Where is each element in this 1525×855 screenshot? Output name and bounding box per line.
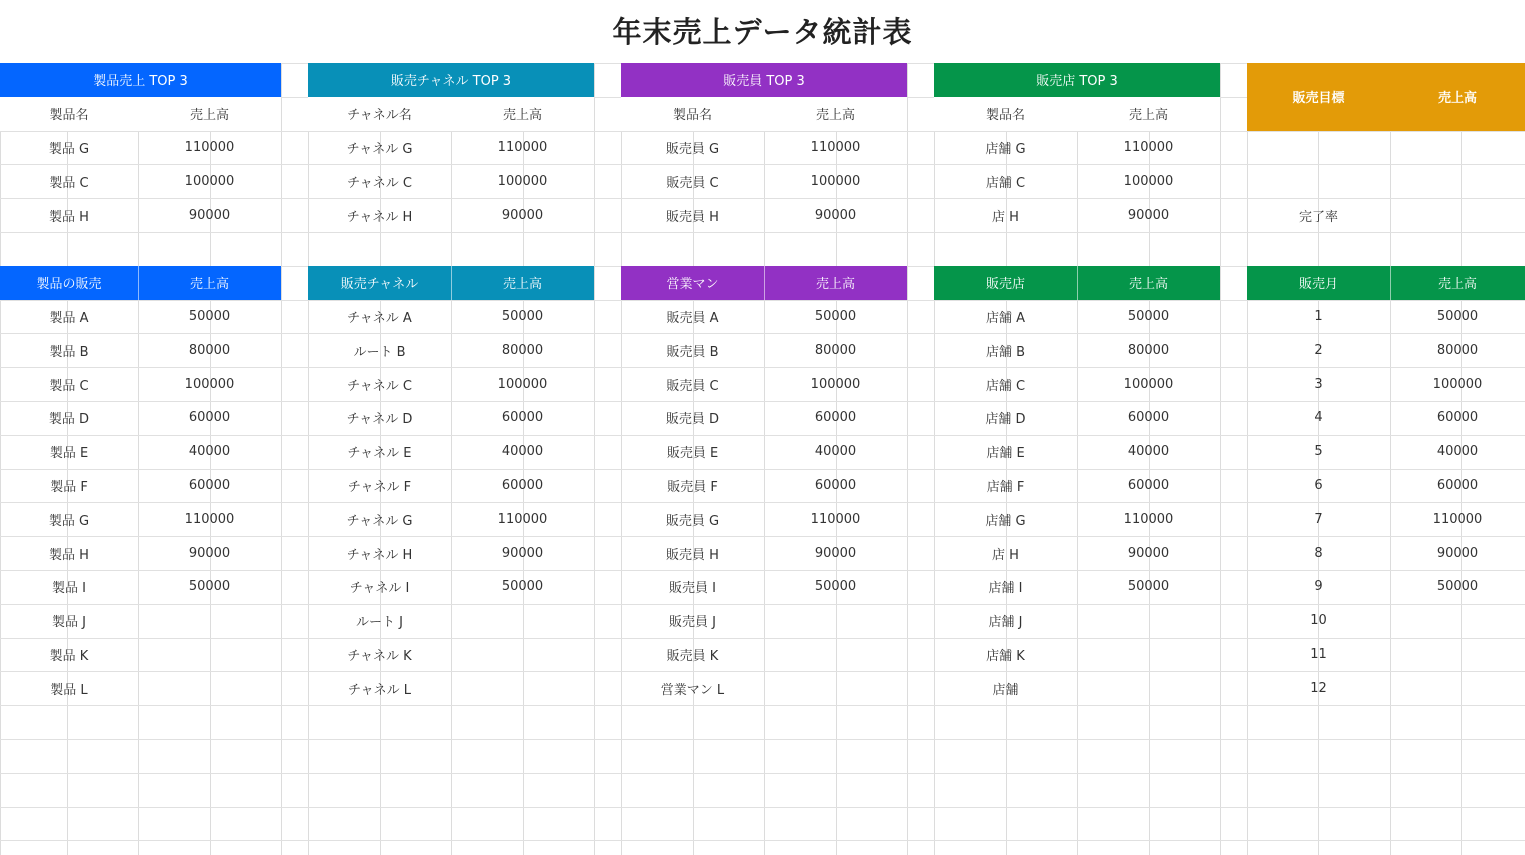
table-cell[interactable]: 販売員 E [666,446,719,462]
table-cell[interactable] [764,638,907,672]
table-cell[interactable]: 製品 H [49,209,89,225]
detail-header[interactable]: 売上高 [1077,266,1220,300]
table-cell[interactable]: 製品 C [49,378,89,394]
table-cell[interactable]: 50000 [814,308,857,324]
table-cell[interactable]: 50000 [501,308,544,324]
table-cell[interactable]: 製品 I [52,581,86,597]
table-cell[interactable]: 8 [1314,545,1323,561]
page-title: 年末売上データ統計表 [612,15,913,49]
table-cell[interactable]: 販売員 G [665,141,720,157]
table-cell[interactable]: 60000 [188,477,231,493]
table-cell[interactable]: 店舗 G [985,513,1026,529]
table-cell[interactable]: 50000 [1436,308,1479,324]
top3-header[interactable]: 製品売上 TOP 3 [0,63,281,97]
column-header[interactable]: 製品名 [621,97,764,131]
table-cell[interactable]: 5 [1314,444,1323,460]
table-cell[interactable]: チャネル L [348,682,411,698]
table-cell[interactable]: 販売員 J [669,615,716,631]
table-cell[interactable]: 1 [1314,308,1323,324]
table-cell[interactable]: 店 H [992,547,1019,563]
table-cell[interactable]: 店舗 B [985,344,1026,360]
table-cell[interactable]: 店舗 [992,682,1019,698]
column-header[interactable]: 売上高 [764,97,907,131]
table-cell[interactable]: 110000 [1123,511,1174,527]
table-cell[interactable]: 40000 [1436,444,1479,460]
completion-rate-label[interactable]: 完了率 [1298,209,1338,225]
table-cell[interactable]: 100000 [810,376,861,392]
table-cell[interactable]: 店 H [992,209,1019,225]
table-cell[interactable] [138,638,281,672]
detail-header[interactable]: 営業マン [621,266,764,300]
column-header[interactable]: 売上高 [451,97,594,131]
table-cell[interactable]: 製品 L [50,682,88,698]
table-cell[interactable]: 販売員 K [666,648,719,664]
table-cell[interactable]: チャネル C [347,175,412,191]
detail-header[interactable]: 販売月 [1247,266,1390,300]
grid-line-horizontal [0,773,1525,774]
table-cell[interactable]: 80000 [814,342,857,358]
header-separator [1390,266,1391,300]
table-cell[interactable]: 9 [1314,579,1323,595]
detail-header[interactable]: 製品の販売 [0,266,138,300]
table-cell[interactable]: 90000 [501,545,544,561]
column-header[interactable]: 製品名 [0,97,138,131]
table-cell[interactable]: 11 [1310,646,1327,662]
sales-amount-header[interactable]: 売上高 [1390,63,1525,131]
top3-header[interactable]: 販売チャネル TOP 3 [308,63,594,97]
table-cell[interactable]: 製品 D [48,412,90,428]
table-cell[interactable]: 店舗 J [988,615,1023,631]
table-cell[interactable] [764,604,907,638]
table-cell[interactable]: 店舗 C [985,175,1026,191]
header-separator [451,266,452,300]
table-cell[interactable]: 90000 [1127,545,1170,561]
detail-header[interactable]: 販売チャネル [308,266,451,300]
table-cell[interactable]: 90000 [1127,207,1170,223]
column-header[interactable]: チャネル名 [308,97,451,131]
grid-line-horizontal [0,840,1525,841]
table-cell[interactable]: 店舗 D [985,412,1026,428]
table-cell[interactable]: 110000 [497,139,548,155]
table-cell[interactable]: 50000 [501,579,544,595]
table-cell[interactable]: 販売員 F [667,479,718,495]
table-cell[interactable]: チャネル C [347,378,412,394]
grid-line-vertical [1220,63,1221,855]
table-cell[interactable]: 100000 [1432,376,1483,392]
table-cell[interactable]: 60000 [814,410,857,426]
table-cell[interactable]: 製品 F [50,479,88,495]
table-cell[interactable]: 90000 [501,207,544,223]
table-cell[interactable] [1077,671,1220,705]
table-cell[interactable]: 110000 [810,139,861,155]
table-cell[interactable]: 60000 [188,410,231,426]
table-cell[interactable]: 50000 [1127,579,1170,595]
table-cell[interactable]: 40000 [188,444,231,460]
table-cell[interactable]: 100000 [184,173,235,189]
column-header[interactable]: 製品名 [934,97,1077,131]
header-separator [764,266,765,300]
table-cell[interactable]: 6 [1314,477,1323,493]
top3-header[interactable]: 販売員 TOP 3 [621,63,907,97]
table-cell[interactable]: 90000 [814,545,857,561]
table-cell[interactable]: 3 [1314,376,1323,392]
column-header[interactable]: 売上高 [138,97,281,131]
table-cell[interactable]: 100000 [497,173,548,189]
table-cell[interactable] [451,638,594,672]
table-cell[interactable]: 店舗 K [986,648,1025,664]
table-cell[interactable]: 40000 [1127,444,1170,460]
grid-line-vertical [907,63,908,855]
table-cell[interactable]: 製品 B [49,344,89,360]
table-cell[interactable]: 4 [1314,410,1323,426]
table-cell[interactable]: 50000 [188,579,231,595]
table-cell[interactable]: 店舗 I [988,581,1023,597]
table-cell[interactable]: 60000 [1127,410,1170,426]
table-cell[interactable] [138,604,281,638]
table-cell[interactable]: 店舗 C [985,378,1026,394]
table-cell[interactable]: 80000 [501,342,544,358]
table-cell[interactable]: 50000 [814,579,857,595]
detail-header[interactable]: 売上高 [138,266,281,300]
table-cell[interactable]: 販売員 I [669,581,716,597]
completion-rate-value[interactable] [1390,198,1525,232]
table-cell[interactable]: 100000 [810,173,861,189]
table-cell[interactable]: 40000 [814,444,857,460]
table-cell[interactable]: チャネル D [346,412,413,428]
grid-line-horizontal [0,705,1525,706]
table-cell[interactable]: 100000 [1123,376,1174,392]
table-cell[interactable]: 製品 H [49,547,89,563]
table-cell[interactable]: 110000 [810,511,861,527]
table-cell[interactable]: 90000 [188,545,231,561]
table-cell[interactable]: 110000 [184,511,235,527]
table-cell[interactable]: 100000 [184,376,235,392]
table-cell[interactable]: 製品 G [48,513,90,529]
table-cell[interactable]: 製品 A [49,310,89,326]
detail-header[interactable]: 売上高 [451,266,594,300]
table-cell[interactable]: 販売員 B [666,344,719,360]
table-cell[interactable]: 製品 K [49,648,89,664]
table-cell[interactable]: 60000 [501,410,544,426]
table-cell[interactable]: 50000 [1436,579,1479,595]
table-cell[interactable]: チャネル H [346,547,413,563]
table-cell[interactable]: 90000 [1436,545,1479,561]
table-cell[interactable]: 80000 [1127,342,1170,358]
table-cell[interactable]: 店舗 E [986,446,1025,462]
table-cell[interactable]: 60000 [1436,477,1479,493]
table-cell[interactable] [1077,638,1220,672]
table-cell[interactable] [138,671,281,705]
table-cell[interactable]: 110000 [1432,511,1483,527]
table-cell[interactable] [451,671,594,705]
table-cell[interactable]: 7 [1314,511,1323,527]
table-cell[interactable]: 販売員 A [666,310,719,326]
table-cell[interactable]: 店舗 G [985,141,1026,157]
table-cell[interactable]: 販売員 G [665,513,720,529]
table-cell[interactable]: 販売員 D [665,412,720,428]
grid-line-horizontal [0,739,1525,740]
table-cell[interactable]: 製品 J [52,615,86,631]
table-cell[interactable] [1390,671,1525,705]
table-cell[interactable]: 販売員 H [666,209,719,225]
table-cell[interactable]: チャネル A [347,310,412,326]
table-cell[interactable]: 80000 [188,342,231,358]
table-cell[interactable]: 60000 [1127,477,1170,493]
table-cell[interactable]: チャネル K [347,648,412,664]
header-separator [1077,266,1078,300]
table-cell[interactable]: 90000 [814,207,857,223]
table-cell[interactable]: 販売員 C [666,378,719,394]
grid-line-vertical [281,63,282,855]
table-cell[interactable]: 店舗 A [985,310,1026,326]
table-cell[interactable]: 50000 [1127,308,1170,324]
grid-line-vertical [594,63,595,855]
table-cell[interactable]: 60000 [814,477,857,493]
table-cell[interactable]: 営業マン L [660,682,725,698]
table-cell[interactable]: 110000 [184,139,235,155]
table-cell[interactable]: 100000 [1123,173,1174,189]
table-cell[interactable]: 110000 [497,511,548,527]
table-cell[interactable]: 店舗 F [986,479,1025,495]
table-cell[interactable]: 60000 [1436,410,1479,426]
table-cell[interactable] [1390,638,1525,672]
table-cell[interactable]: 100000 [497,376,548,392]
table-cell[interactable] [1390,604,1525,638]
table-cell[interactable]: チャネル F [347,479,412,495]
detail-header[interactable]: 売上高 [764,266,907,300]
detail-header[interactable]: 売上高 [1390,266,1525,300]
grid-line-horizontal [0,232,1525,233]
table-cell[interactable]: 110000 [1123,139,1174,155]
table-cell[interactable]: 80000 [1436,342,1479,358]
table-cell[interactable]: 製品 E [49,446,89,462]
table-cell[interactable] [451,604,594,638]
table-cell[interactable]: 12 [1310,680,1327,696]
table-cell[interactable]: チャネル I [349,581,410,597]
top3-header[interactable]: 販売店 TOP 3 [934,63,1220,97]
table-cell[interactable]: ルート J [356,615,403,631]
sales-target-header[interactable]: 販売目標 [1247,63,1390,131]
table-cell[interactable]: チャネル G [346,513,413,529]
table-cell[interactable]: 製品 G [48,141,90,157]
table-cell[interactable]: 10 [1310,613,1327,629]
table-cell[interactable]: チャネル E [347,446,412,462]
table-cell[interactable]: 60000 [501,477,544,493]
table-cell[interactable]: 2 [1314,342,1323,358]
detail-header[interactable]: 販売店 [934,266,1077,300]
table-cell[interactable]: 40000 [501,444,544,460]
table-cell[interactable]: チャネル G [346,141,413,157]
table-cell[interactable]: 90000 [188,207,231,223]
table-cell[interactable] [1077,604,1220,638]
table-cell[interactable]: 販売員 H [666,547,719,563]
column-header[interactable]: 売上高 [1077,97,1220,131]
table-cell[interactable]: 販売員 C [666,175,719,191]
table-cell[interactable]: チャネル H [346,209,413,225]
table-cell[interactable]: 製品 C [49,175,89,191]
grid-line-horizontal [0,807,1525,808]
table-cell[interactable]: ルート B [353,344,406,360]
header-separator [138,266,139,300]
table-cell[interactable] [764,671,907,705]
table-cell[interactable]: 50000 [188,308,231,324]
